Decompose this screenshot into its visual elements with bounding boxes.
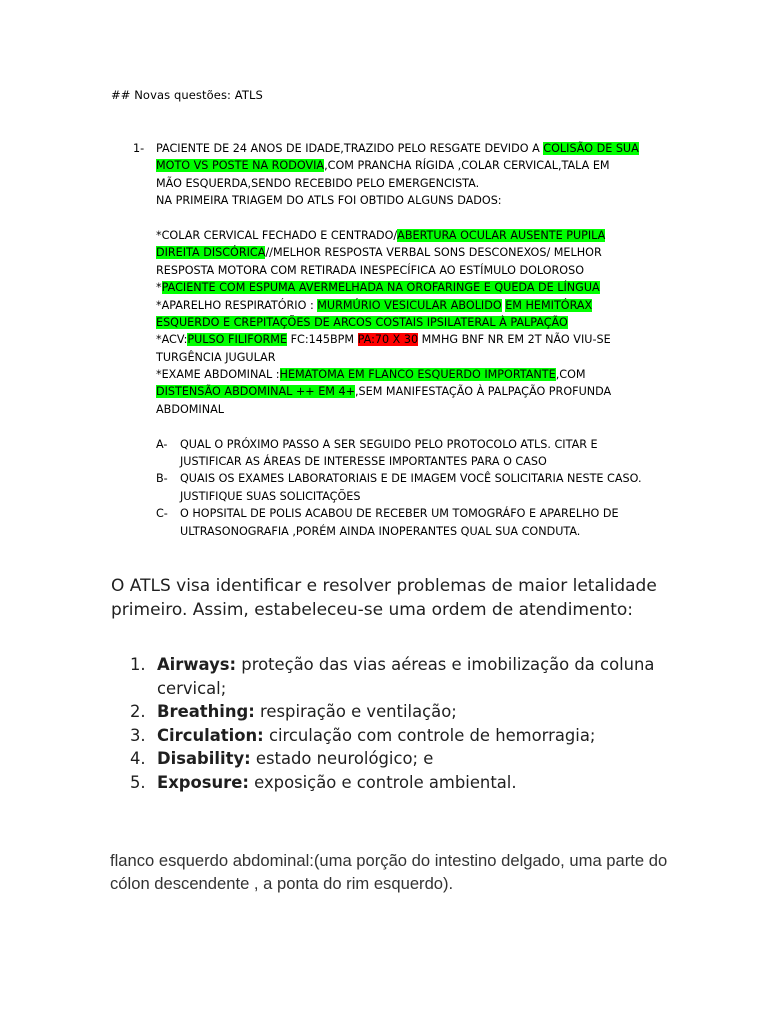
answer-intro: O ATLS visa identificar e resolver problemas de maior letalidade primeiro. Assim, estabeleceu-se uma ordem de atendimento:: [111, 576, 657, 620]
atls-order-item: [130, 724, 670, 748]
highlight-green: PACIENTE COM ESPUMA AVERMELHADA NA OROFARINGE E QUEDA DE LÍNGUA: [161, 281, 600, 295]
question-line: [156, 349, 666, 366]
question-number: 1-: [133, 142, 145, 155]
sub-question-line: JUSTIFIQUE SUAS SOLICITAÇÕES: [180, 489, 361, 503]
sub-question: [156, 436, 666, 471]
text-segment: *APARELHO RESPIRATÓRIO :: [156, 298, 318, 312]
text-segment: FC:145BPM: [287, 333, 358, 347]
highlight-green: MOTO VS POSTE NA RODOVIA: [156, 159, 325, 173]
question-line: [156, 192, 666, 209]
item-number: 1.: [130, 655, 146, 674]
item-term: Disability:: [157, 749, 251, 768]
sub-question-label: C-: [156, 507, 168, 521]
sub-question-line: ULTRASONOGRAFIA ,PORÉM AINDA INOPERANTES QUAL SUA CONDUTA.: [180, 524, 581, 538]
highlight-green: ESQUERDO E CREPITAÇÕES DE ARCOS COSTAIS IPSILATERAL À PALPAÇÃO: [156, 315, 568, 329]
highlight-red: PA:70 X 30: [357, 333, 419, 347]
atls-order-item: [130, 771, 670, 795]
question-line: [156, 210, 666, 227]
text-segment: TURGÊNCIA JUGULAR: [156, 350, 276, 364]
question-line: [156, 314, 666, 331]
sub-question: [156, 505, 666, 540]
text-segment: *ACV:: [156, 333, 188, 347]
text-segment: *COLAR CERVICAL FECHADO E CENTRADO/: [156, 228, 398, 242]
question-text: [156, 140, 666, 418]
question-line: [156, 279, 666, 296]
item-number: 2.: [130, 702, 146, 721]
highlight-green: PULSO FILIFORME: [187, 333, 288, 347]
item-number: 5.: [130, 772, 146, 792]
item-term: Airways:: [157, 655, 237, 674]
item-number: 3.: [130, 725, 146, 745]
sub-question-line: JUSTIFICAR AS ÁREAS DE INTERESSE IMPORTANTES PARA O CASO: [180, 455, 547, 469]
highlight-green: DIREITA DISCÓRICA: [156, 246, 266, 260]
item-description: proteção das vias aéreas e imobilização da coluna cervical;: [157, 655, 655, 698]
question-line: [156, 157, 666, 174]
text-segment: PACIENTE DE 24 ANOS DE IDADE,TRAZIDO PELO RESGATE DEVIDO A: [156, 142, 544, 155]
question-line: [156, 175, 666, 192]
question-line: [156, 140, 666, 157]
text-segment: *EXAME ABDOMINAL :: [156, 368, 280, 382]
sub-question-line: QUAL O PRÓXIMO PASSO A SER SEGUIDO PELO PROTOCOLO ATLS. CITAR E: [180, 437, 598, 451]
question-line: [156, 401, 666, 418]
text-segment: RESPOSTA MOTORA COM RETIRADA INESPECÍFICA AO ESTÍMULO DOLOROSO: [156, 263, 585, 277]
question-line: [156, 331, 666, 348]
highlight-green: ABERTURA OCULAR AUSENTE PUPILA: [397, 228, 606, 242]
question-line: [156, 366, 666, 383]
text-segment: ,COM PRANCHA RÍGIDA ,COLAR CERVICAL,TALA EM: [324, 159, 610, 173]
question-body: [156, 140, 666, 540]
item-number: 4.: [130, 749, 146, 768]
highlight-green: MURMÚRIO VESICULAR ABOLIDO: [317, 298, 502, 312]
page-heading: ## Novas questões: ATLS: [111, 88, 263, 102]
item-term: Exposure:: [157, 772, 249, 792]
text-segment: MÃO ESQUERDA,SENDO RECEBIDO PELO EMERGENCISTA.: [156, 176, 480, 190]
text-segment: //MELHOR RESPOSTA VERBAL SONS DESCONEXOS/ MELHOR: [265, 246, 602, 260]
text-segment: NA PRIMEIRA TRIAGEM DO ATLS FOI OBTIDO ALGUNS DADOS:: [156, 194, 502, 208]
item-description: estado neurológico; e: [250, 749, 434, 768]
item-description: respiração e ventilação;: [254, 702, 457, 721]
item-description: circulação com controle de hemorragia;: [263, 725, 596, 745]
item-description: exposição e controle ambiental.: [248, 772, 517, 792]
item-term: Breathing:: [157, 702, 255, 721]
atls-order-item: [130, 747, 670, 771]
text-segment: ABDOMINAL: [156, 402, 224, 416]
question-line: [156, 297, 666, 314]
text-segment: *: [156, 281, 162, 295]
question-line: [156, 383, 666, 400]
highlight-green: EM HEMITÓRAX: [505, 298, 593, 312]
atls-order-item: [130, 700, 670, 724]
question-sub-items: [156, 436, 666, 540]
item-term: Circulation:: [157, 725, 264, 745]
text-segment: MMHG BNF NR EM 2T NÃO VIU-SE: [418, 333, 611, 347]
highlight-green: HEMATOMA EM FLANCO ESQUERDO IMPORTANTE: [279, 368, 556, 382]
sub-question-label: B-: [156, 472, 168, 486]
sub-question: [156, 470, 666, 505]
atls-order-list: [130, 653, 670, 794]
highlight-green: DISTENSÃO ABDOMINAL ++ EM 4+: [156, 385, 355, 399]
sub-question-line: O HOPSITAL DE POLIS ACABOU DE RECEBER UM TOMOGRÁFO E APARELHO DE: [180, 507, 619, 521]
text-segment: ,SEM MANIFESTAÇÃO À PALPAÇÃO PROFUNDA: [355, 385, 612, 399]
highlight-green: COLISÃO DE SUA: [543, 142, 639, 155]
footer-note: flanco esquerdo abdominal:(uma porção do intestino delgado, uma parte do cólon descendente , a ponta do rim esquerdo).: [110, 851, 668, 893]
sub-question-line: QUAIS OS EXAMES LABORATORIAIS E DE IMAGEM VOCÊ SOLICITARIA NESTE CASO.: [180, 472, 642, 486]
question-line: [156, 244, 666, 261]
atls-order-item: [130, 653, 670, 700]
text-segment: ,COM: [555, 368, 586, 382]
question-line: [156, 227, 666, 244]
sub-question-label: A-: [156, 437, 168, 451]
question-line: [156, 262, 666, 279]
